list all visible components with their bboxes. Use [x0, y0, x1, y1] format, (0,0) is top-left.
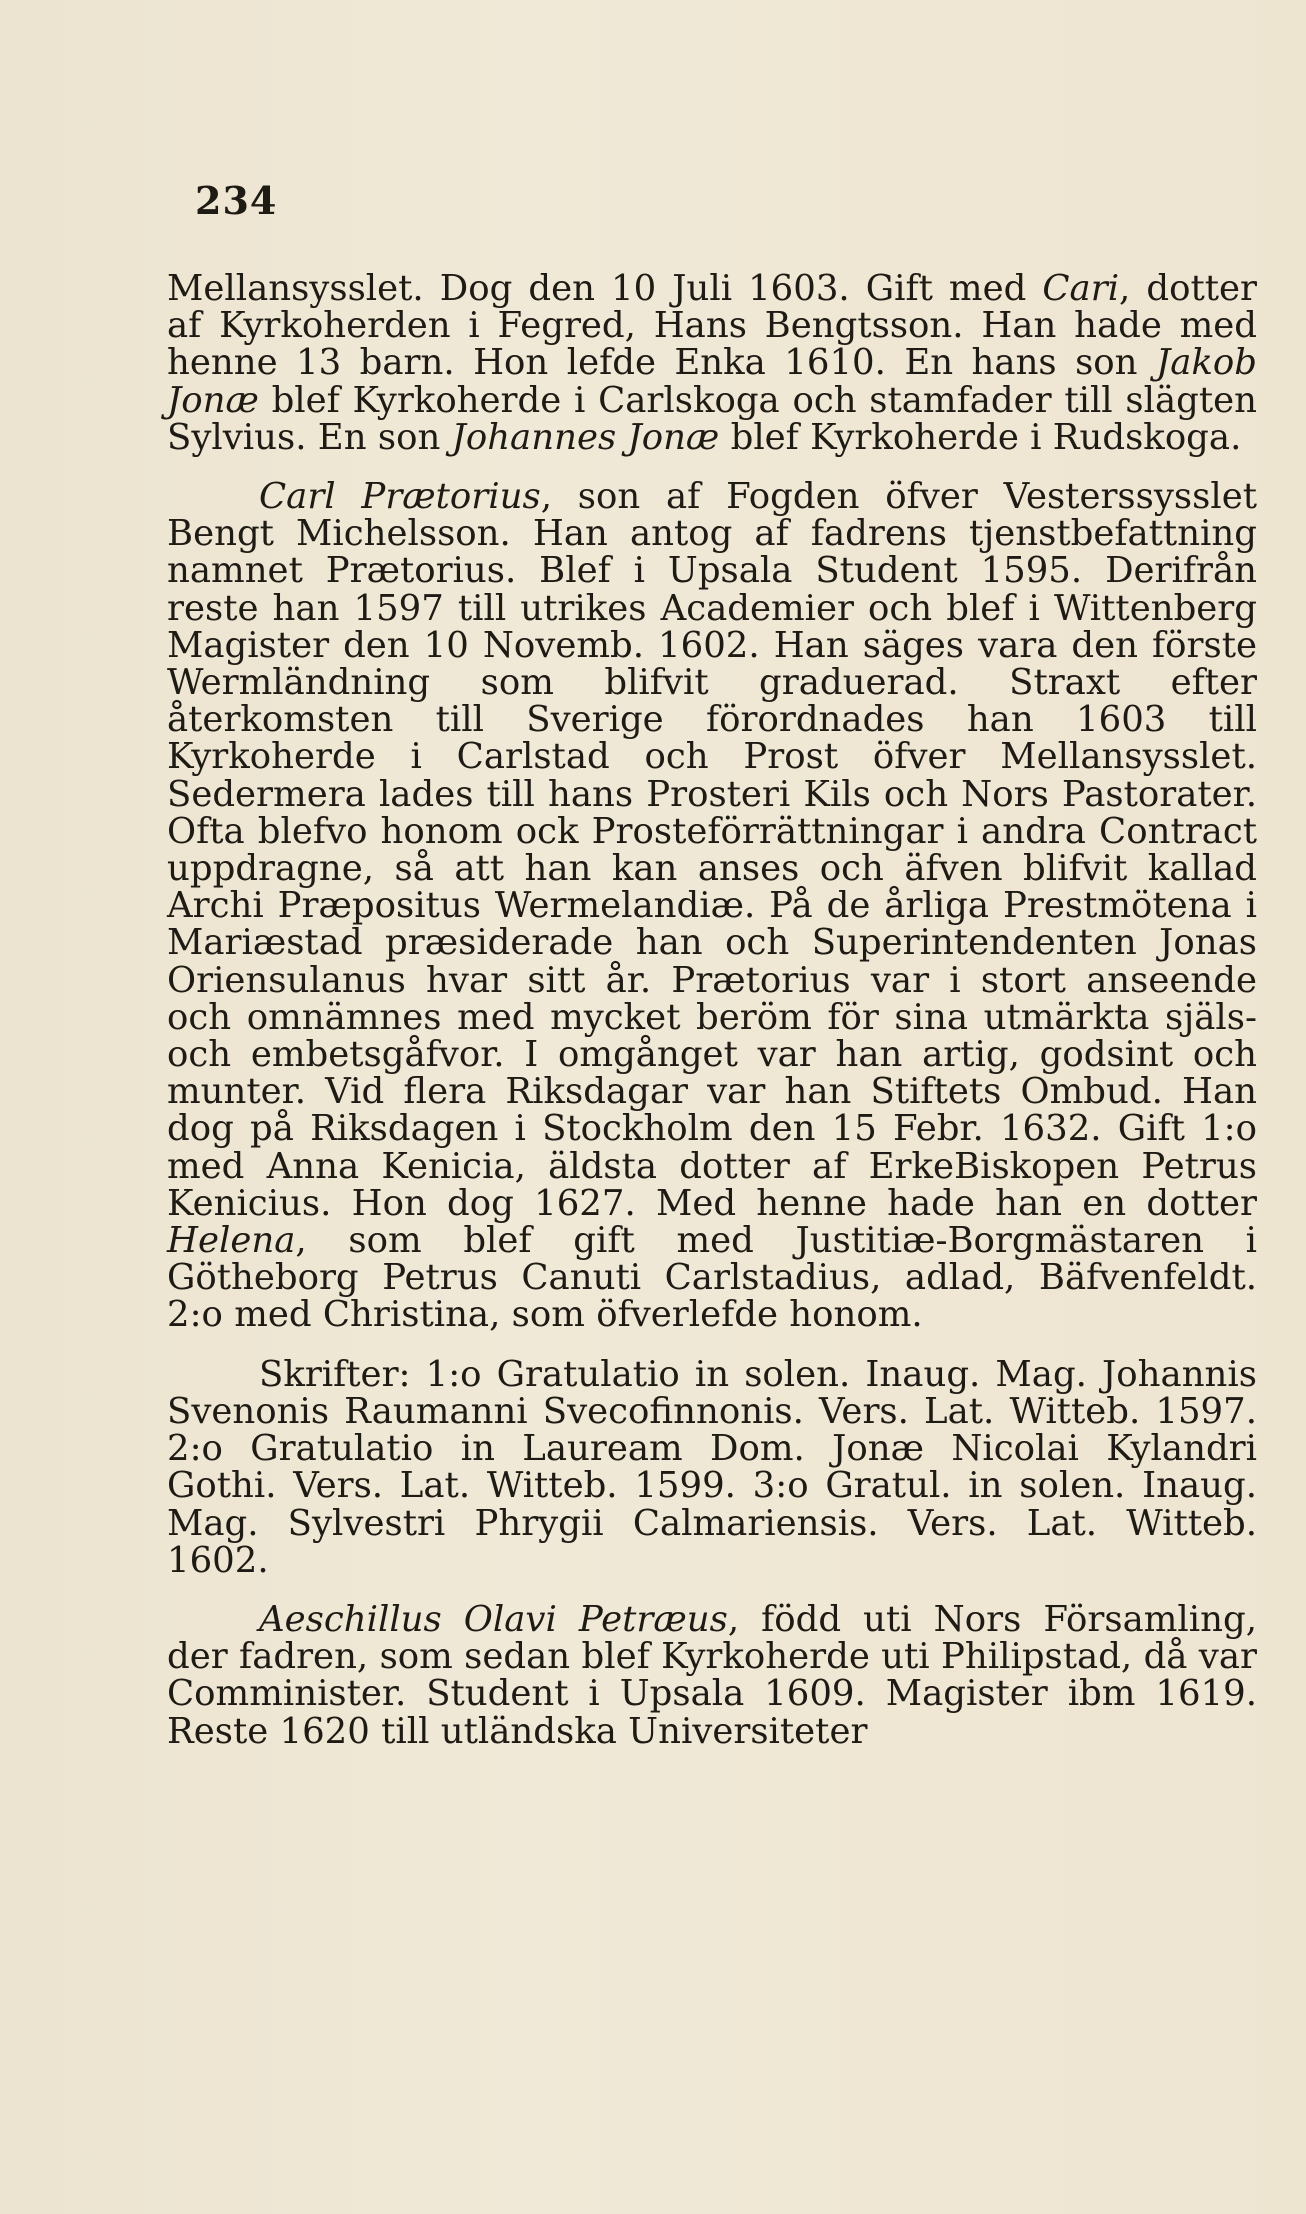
- italic-name: Helena: [167, 1220, 296, 1262]
- page-number: 234: [195, 178, 278, 223]
- text-run: , son af Fogden öfver Vesterssysslet Bengt Michelsson. Han antog af fadrens tjenstbefattning namnet Prætorius. Blef i Upsala Student 1595. Derifrån reste han 1597 till utrikes Academier och blef i Wittenberg Magister den 10 Novemb. 1602. Han säges vara den förste Wermländning som blifvit graduerad. Straxt efter återkomsten till Sverige förordnades han 1603 till Kyrkoherde i Carlstad och Prost öfver Mellansysslet. Sedermera lades till hans Prosteri Kils och Nors Pastorater. Ofta blefvo honom ock Prosteförrättningar i andra Contract uppdragne, så att han kan anses och äfven blifvit kallad Archi Præpositus Wermelandiæ. På de årliga Prestmötena i Mariæstad præsiderade han och Superintendenten Jonas Oriensulanus hvar sitt år. Prætorius var i stort anseende och omnämnes med mycket beröm för sina utmärkta själs- och embetsgåfvor. I omgånget var han artig, godsint och munter. Vid flera Riksdagar var han Stiftets Ombud. Han dog på Riksdagen i Stockholm den 15 Febr. 1632. Gift 1:o med Anna Kenicia, äldsta dotter af ErkeBiskopen Petrus Kenicius. Hon dog 1627. Med henne hade han en dotter: [167, 476, 1257, 1224]
- text-run: blef Kyrkoherde i Carlskoga och stamfader till slägten Sylvius. En son: [167, 379, 1257, 458]
- text-run: , dotter af Kyrkoherden i Fegred, Hans Bengtsson. Han hade med henne 13 barn. Hon lefde Enka 1610. En hans son: [167, 268, 1257, 384]
- text-run: Skrifter: 1:o Gratulatio in solen. Inaug. Mag. Johannis Svenonis Raumanni Svecofinnonis. Vers. Lat. Witteb. 1597. 2:o Gratulatio in Lauream Dom. Jonæ Nicolai Kylandri Gothi. Vers. Lat. Witteb. 1599. 3:o Gratul. in solen. Inaug. Mag. Sylvestri Phrygii Calmariensis. Vers. Lat. Witteb. 1602.: [167, 1353, 1257, 1581]
- text-run: Mellansysslet. Dog den 10 Juli 1603. Gift med: [167, 268, 1043, 309]
- italic-name: Cari: [1042, 268, 1120, 309]
- italic-name: Carl Prætorius: [259, 476, 541, 518]
- italic-name: Aeschillus Olavi Petræus: [259, 1598, 728, 1640]
- text-run: , född uti Nors Församling, der fadren, som sedan blef Kyrkoherde uti Philipstad, då var Comminister. Student i Upsala 1609. Magister ibm 1619. Reste 1620 till utländska Universiteter: [167, 1598, 1257, 1752]
- paragraph: [167, 1598, 1257, 1752]
- paragraph: [167, 1353, 1257, 1581]
- body-text: [167, 270, 1257, 1772]
- paragraph: [167, 270, 1257, 456]
- italic-name: Johannes Jonæ: [451, 416, 720, 458]
- text-run: , som blef gift med Justitiæ-Borgmästaren i Götheborg Petrus Canuti Carlstadius, adlad, Bäfvenfeldt. 2:o med Christina, som öfverlefde honom.: [167, 1220, 1257, 1336]
- paragraph: [167, 478, 1257, 1334]
- text-run: blef Kyrkoherde i Rudskoga.: [719, 416, 1242, 458]
- italic-name: Jakob Jonæ: [167, 342, 1257, 421]
